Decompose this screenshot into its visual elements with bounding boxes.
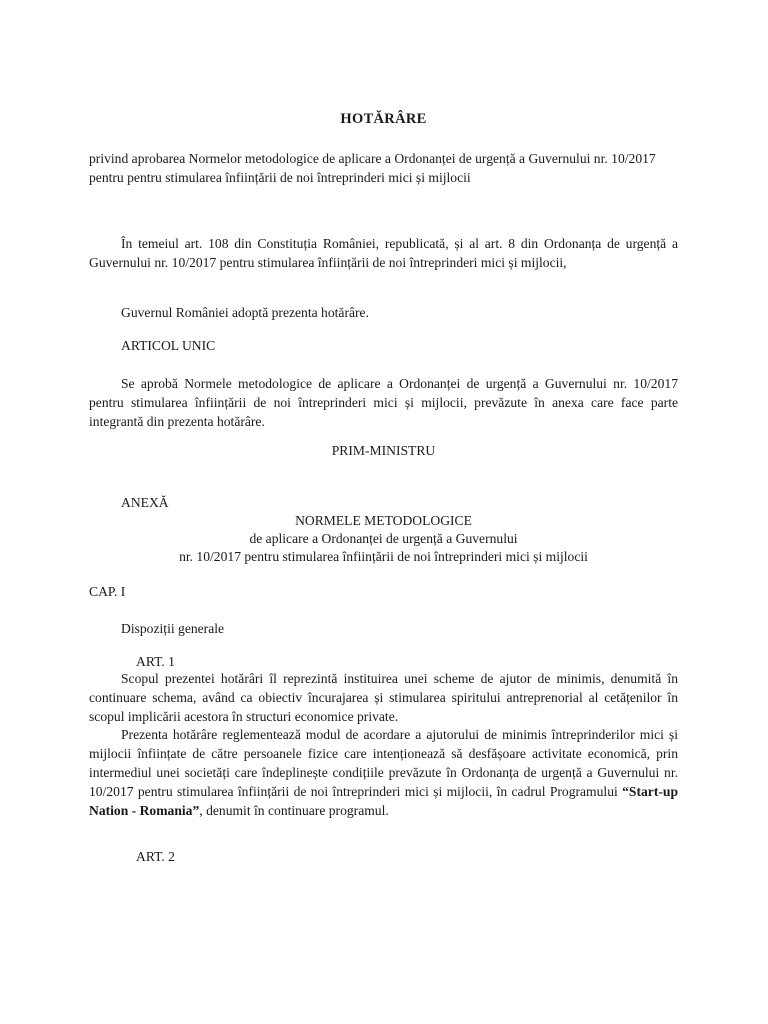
article-1-paragraph-1: Scopul prezentei hotărâri îl reprezintă instituirea unei scheme de ajutor de minimis, denumită în continuare schema, având ca obiectiv încurajarea și stimularea spiritului antreprenorial al cetățenilor în scopul implicării acestora în structuri economice private. bbox=[89, 671, 678, 724]
article-1-paragraph-2 bbox=[89, 725, 678, 820]
document-subtitle: privind aprobarea Normelor metodologice de aplicare a Ordonanței de urgență a Guvernului nr. 10/2017 pentru pentru stimularea înființării de noi întreprinderi mici și mijlocii bbox=[89, 151, 656, 185]
articol-unic-heading: ARTICOL UNIC bbox=[121, 338, 216, 353]
document-title: HOTĂRÂRE bbox=[340, 111, 427, 127]
chapter-title: Dispoziții generale bbox=[121, 621, 225, 636]
preamble-paragraph: În temeiul art. 108 din Constituția României, republicată, și al art. 8 din Ordonanța de urgență a Guvernului nr. 10/2017 pentru stimularea înființării de noi întreprinderi mici și mijlocii, bbox=[89, 236, 678, 270]
annex-subtitle-line-1: de aplicare a Ordonanței de urgență a Guvernului bbox=[249, 531, 518, 546]
article-1-heading: ART. 1 bbox=[136, 654, 175, 669]
annex-title: NORMELE METODOLOGICE bbox=[295, 513, 472, 528]
chapter-heading: CAP. I bbox=[89, 584, 126, 599]
article-1-paragraph-2-end: , denumit în continuare programul. bbox=[199, 803, 389, 818]
program-name: “Start-up Nation - Romania” bbox=[89, 784, 678, 818]
articol-unic-text: Se aprobă Normele metodologice de aplicare a Ordonanței de urgență a Guvernului nr. 10/2017 pentru stimularea înființării de noi întreprinderi mici și mijlocii, prevăzute în anexa care face parte integrantă din prezenta hotărâre. bbox=[89, 376, 678, 429]
article-2-heading: ART. 2 bbox=[136, 849, 175, 864]
annex-subtitle-line-2: nr. 10/2017 pentru stimularea înființării de noi întreprinderi mici și mijlocii bbox=[179, 549, 588, 564]
article-1-paragraph-2-text: Prezenta hotărâre reglementează modul de acordare a ajutorului de minimis întreprinderilor mici și mijlocii înființate de către persoanele fizice care intenționează să desfășoare activitate economică, prin intermediul unei societăți care îndeplinește condițiile prevăzute în Ordonanța de urgență a Guvernului nr. 10/2017 pentru stimularea înființării de noi întreprinderi mici și mijlocii, în cadrul Programului bbox=[89, 727, 678, 799]
adoption-statement: Guvernul României adoptă prezenta hotărâre. bbox=[121, 305, 369, 320]
signatory-title: PRIM-MINISTRU bbox=[331, 443, 436, 458]
annex-label: ANEXĂ bbox=[121, 495, 169, 510]
